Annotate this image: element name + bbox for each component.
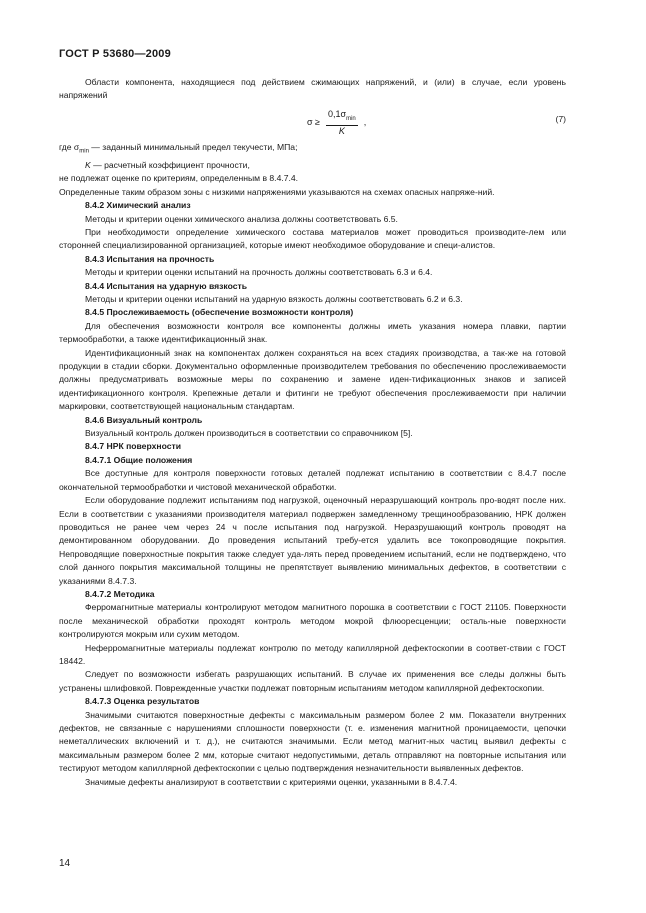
formula-expression <box>307 109 366 137</box>
section-heading: 8.4.7 НРК поверхности <box>85 441 181 452</box>
paragraph: Ферромагнитные материалы контролируют методом магнитного порошка в соответствии с ГОСТ 21105. Поверхности после механической обработки проходят контроль методом мокрой флюоресценции; осталь-ные поверхности контролируются мокрым или сухим методом. <box>59 602 566 640</box>
paragraph: Методы и критерии оценки испытаний на ударную вязкость должны соответствовать 6.2 и 6.3. <box>85 294 463 304</box>
formula-numerator <box>326 109 358 126</box>
paragraph: Значимые дефекты анализируют в соответствии с критериями оценки, указанными в 8.4.7.4. <box>85 776 458 787</box>
sections-container <box>59 186 566 789</box>
section-heading: 8.4.4 Испытания на ударную вязкость <box>85 280 248 291</box>
paragraph: Идентификационный знак на компонентах должен сохраняться на всех стадиях производства, а так-же на готовой продукции в стадии сборки. Документально оформленные производителем требования по обеспечению прослеживаемости должны предусматривать возможные меры по сохранению и замене иден-тификационных знаков и записей идентификационного контроля. Крепежные детали и фитинги не требуют обеспечения прослеживаемости при наличии маркировки, соответствующей национальным стандартам. <box>59 347 566 412</box>
where-line-3: не подлежат оценке по критериям, определенным в 8.4.7.4. <box>59 173 299 184</box>
formula-lhs: σ ≥ <box>307 117 320 127</box>
where-symbol: K <box>85 159 91 170</box>
where-rest: — заданный минимальный предел текучести, МПа; <box>88 141 298 152</box>
section-heading: 8.4.6 Визуальный контроль <box>85 414 203 425</box>
paragraph: Если оборудование подлежит испытаниям под нагрузкой, оценочный неразрушающий контроль про-водят после них. Если в соответствии с указаниями производителя материал подвержен замедленному трещинообразованию, НРК должен проводиться не ранее чем через 24 ч после испытания под нагрузкой. Неразрушающий контроль проводят на демонтированном оборудовании. До проведения испытаний требу-ется удалить все токопроводящие покрытия. Непроводящие поверхностные покрытия также следует уда-лять перед проведением испытаний, если не подтверждено, что слой данного покрытия максимальной толщины не препятствует выявлению минимальных дефектов, в соответствии с указаниями 8.4.7.3. <box>59 495 566 586</box>
where-sub: min <box>79 148 89 155</box>
paragraph: Для обеспечения возможности контроля все компоненты должны иметь указания номера плавки, партии термообработки, а также идентификационный знак. <box>59 320 566 345</box>
where-line-1 <box>59 141 566 159</box>
paragraph: Следует по возможности избегать разрушающих испытаний. В случае их применения все следы должны быть устранены шлифовкой. Поврежденные участки подлежат повторным испытаниям методом капиллярной дефектоскопии. <box>59 669 566 693</box>
where-prefix: где σ <box>59 141 80 152</box>
formula-number: (7) <box>555 113 566 124</box>
document-body <box>59 76 566 789</box>
numerator-text: 0,1σ <box>328 108 347 119</box>
where-line-2 <box>59 159 566 172</box>
formula-fraction <box>326 109 358 137</box>
paragraph: При необходимости определение химического состава материалов может проводиться производите-лем или сторонней специализированной организацией, которые имеют необходимое оборудование и специ-алистов. <box>59 226 566 251</box>
section-heading: 8.4.3 Испытания на прочность <box>85 253 215 264</box>
section-heading: 8.4.7.3 Оценка результатов <box>85 696 200 707</box>
paragraph: Методы и критерии оценки испытаний на прочность должны соответствовать 6.3 и 6.4. <box>85 267 433 278</box>
where-rest-2: — расчетный коэффициент прочности, <box>90 159 250 170</box>
section-heading: 8.4.7.2 Методика <box>85 588 155 599</box>
paragraph: Методы и критерии оценки химического анализа должны соответствовать 6.5. <box>85 213 398 224</box>
intro-paragraph: Области компонента, находящиеся под действием сжимающих напряжений, и (или) в случае, если уровень напряжений <box>59 77 566 101</box>
formula-comma: , <box>363 117 367 127</box>
section-heading: 8.4.5 Прослеживаемость (обеспечение возможности контроля) <box>85 307 354 318</box>
paragraph: Значимыми считаются поверхностные дефекты с максимальным размером более 2 мм. Показатели внутренних дефектов, не связанные с нарушениями сплошности поверхности (т. е. изменения магнитной проницаемости, цепочки неметаллических включений и т. д.), не считаются значимыми. Если метод магнит-ных частиц выявил дефекты с максимальным размером более 2 мм, которые считают недопустимыми, деталь отправляют на повторные испытания или тестируют методом капиллярной дефектоскопии с целью подтверждения незначительности выявленных дефектов. <box>59 709 566 774</box>
formula-denominator: K <box>338 125 345 136</box>
paragraph: Определенные таким образом зоны с низкими напряжениями указываются на схемах опасных напряже-ний. <box>59 186 495 197</box>
document-header: ГОСТ Р 53680—2009 <box>59 48 171 60</box>
paragraph: Неферромагнитные материалы подлежат контролю по методу капиллярной дефектоскопии в соответ-ствии с ГОСТ 18442. <box>59 642 566 666</box>
paragraph: Визуальный контроль должен производиться в соответствии со справочником [5]. <box>85 428 413 439</box>
formula-7 <box>59 107 566 137</box>
numerator-sub: min <box>346 115 356 122</box>
section-heading: 8.4.2 Химический анализ <box>85 200 191 211</box>
paragraph: Все доступные для контроля поверхности готовых деталей подлежат испытанию в соответствии с 8.4.7 после окончательной термообработки и чистовой механической обработки. <box>59 468 566 492</box>
section-heading: 8.4.7.1 Общие положения <box>85 454 193 465</box>
page-number: 14 <box>59 858 71 869</box>
